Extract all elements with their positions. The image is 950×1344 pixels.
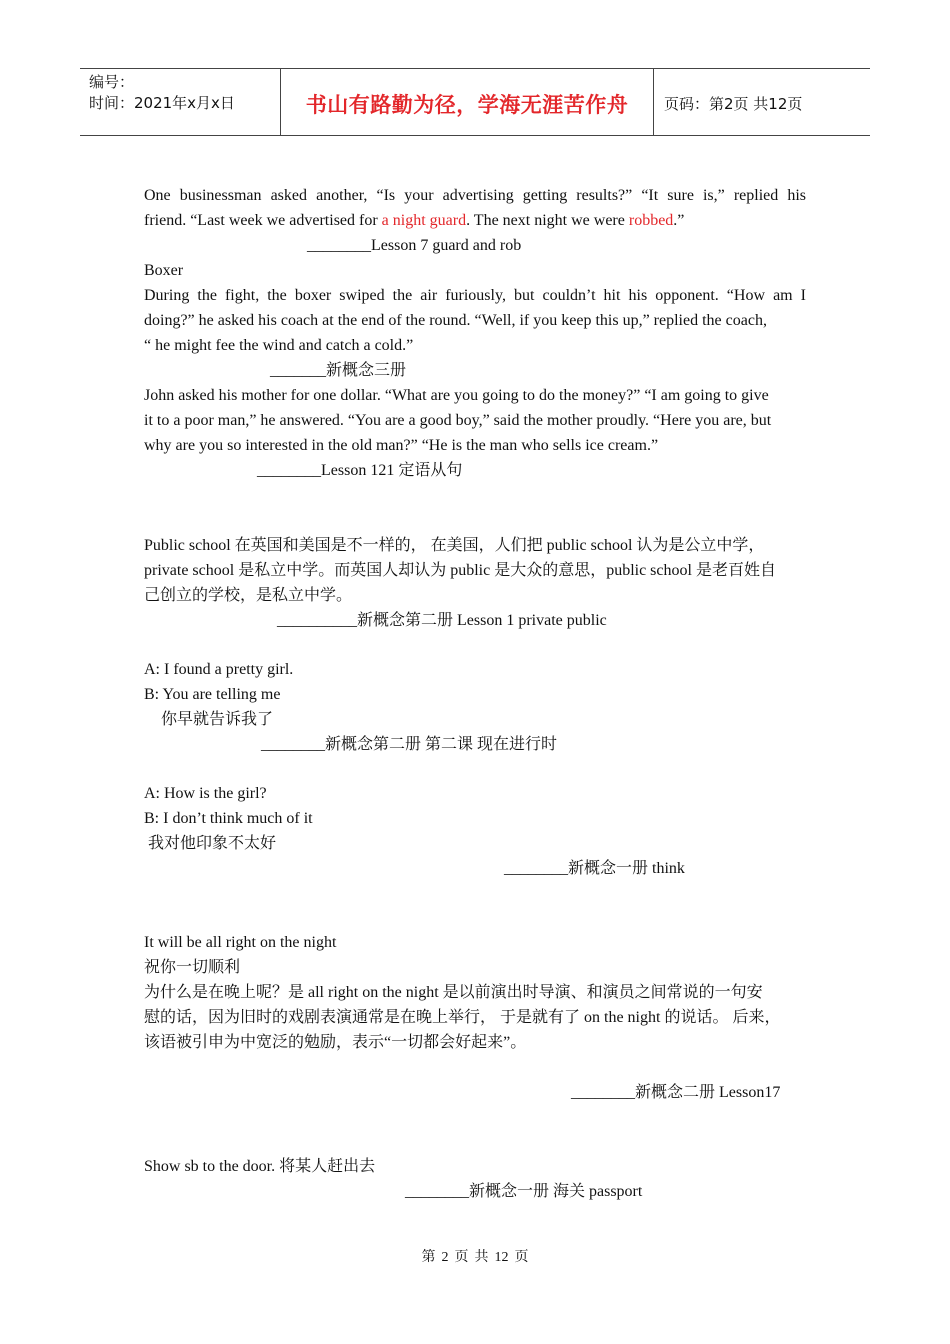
page-footer <box>0 1246 950 1266</box>
note3-line1: Show sb to the door. 将某人赶出去 <box>144 1158 376 1175</box>
note1-line2: private school 是私立中学。而英国人却认为 public 是大众的意思，public school 是老百姓自 <box>144 562 776 579</box>
joke3-line2: it to a poor man,” he answered. “You are a good boy,” said the mother proudly. “Here you are, but <box>144 412 772 429</box>
footer-ye: 页 <box>514 1250 529 1265</box>
joke3-source: ________Lesson 121 定语从句 <box>257 462 463 479</box>
header-page-info: 页码：第2页 共12页 <box>664 94 803 113</box>
highlight-night-guard: a night guard <box>381 212 467 229</box>
footer-page-number: 2 <box>441 1250 449 1265</box>
joke2-line3: “ he might fee the wind and catch a cold.” <box>144 337 414 354</box>
dialog2-source: ________新概念一册 think <box>504 860 685 877</box>
note2-line2: 慰的话，因为旧时的戏剧表演通常是在晚上举行， 于是就有了 on the night 的说话。 后来， <box>144 1009 781 1026</box>
time-label: 时间：2021年x月x日 <box>89 94 235 112</box>
dialog2-a: A: How is the girl? <box>144 785 267 802</box>
joke1-line1: One businessman asked another, “Is your advertising getting results?” “It sure is,” replied his <box>144 187 806 204</box>
dialog1-source: ________新概念第二册 第二课 现在进行时 <box>261 736 558 753</box>
joke3-line1: John asked his mother for one dollar. “What are you going to do the money?” “I am going to give <box>144 387 769 404</box>
dialog2-zh: 我对他印象不太好 <box>148 835 277 852</box>
note2-line1: 为什么是在晚上呢？是 all right on the night 是以前演出时导演、和演员之间常说的一句安 <box>144 984 763 1001</box>
note1-source: __________新概念第二册 Lesson 1 private public <box>277 612 607 629</box>
note3-source: ________新概念一册 海关 passport <box>405 1183 643 1200</box>
page-header <box>80 68 870 136</box>
header-motto: 书山有路勤为径，学海无涯苦作舟 <box>281 69 654 135</box>
note2-title: It will be all right on the night <box>144 934 337 951</box>
text-span: friend. “Last week we advertised for <box>144 212 382 229</box>
joke2-line1: During the fight, the boxer swiped the air furiously, but couldn’t hit his opponent. “How am I <box>144 287 806 304</box>
footer-gong: 共 <box>474 1250 489 1265</box>
text-span: .” <box>673 212 685 229</box>
joke1-source: ________Lesson 7 guard and rob <box>307 237 522 254</box>
text-span: . The next night we were <box>466 212 629 229</box>
dialog1-zh: 你早就告诉我了 <box>161 711 274 728</box>
note2-source: ________新概念二册 Lesson17 <box>571 1084 781 1101</box>
note1-line3: 己创立的学校，是私立中学。 <box>144 587 353 604</box>
dialog2-b: B: I don’t think much of it <box>144 810 313 827</box>
footer-di: 第 <box>421 1250 436 1265</box>
dialog1-a: A: I found a pretty girl. <box>144 661 294 678</box>
number-label: 编号： <box>89 73 135 91</box>
joke2-title: Boxer <box>144 262 184 279</box>
joke1-line2 <box>144 208 806 233</box>
dialog1-b: B: You are telling me <box>144 686 281 703</box>
joke2-line2: doing?” he asked his coach at the end of the round. “Well, if you keep this up,” replied the coach, <box>144 312 767 329</box>
note1-line1: Public school 在英国和美国是不一样的， 在美国，人们把 public school 认为是公立中学， <box>144 537 765 554</box>
footer-total-pages: 12 <box>494 1250 509 1265</box>
footer-ye: 页 <box>454 1250 469 1265</box>
joke3-line3: why are you so interested in the old man?” “He is the man who sells ice cream.” <box>144 437 659 454</box>
note2-line3: 该语被引申为中宽泛的勉励，表示“一切都会好起来”。 <box>144 1034 527 1051</box>
joke2-source: _______新概念三册 <box>270 362 407 379</box>
header-info-cell <box>80 69 281 135</box>
note2-zh-title: 祝你一切顺利 <box>144 959 241 976</box>
highlight-robbed: robbed <box>628 212 674 229</box>
